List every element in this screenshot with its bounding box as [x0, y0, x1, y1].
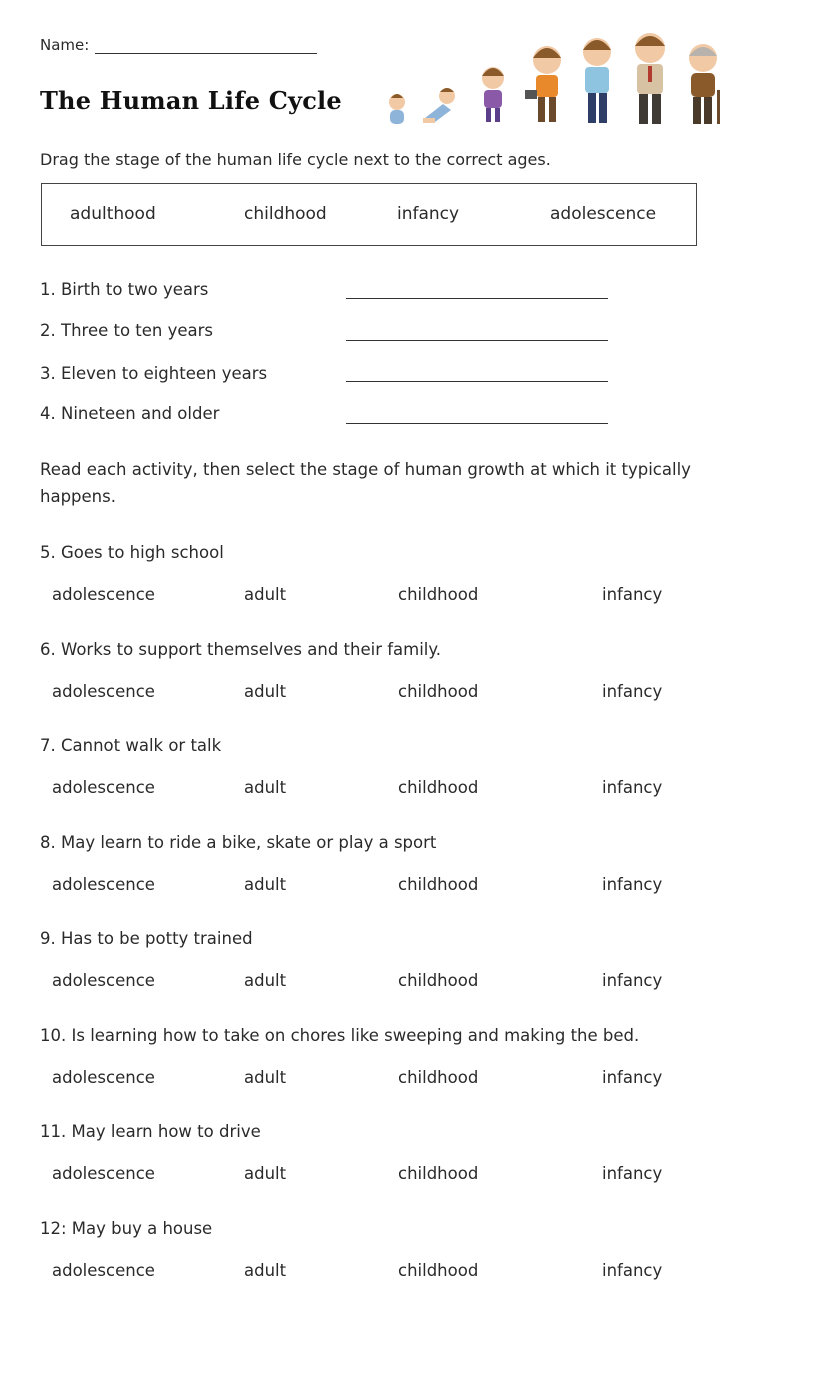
adult-figure-icon: [635, 33, 665, 124]
answer-option-adult[interactable]: adult: [244, 1067, 287, 1087]
answer-option-childhood[interactable]: childhood: [398, 778, 479, 797]
word-bank-item[interactable]: infancy: [397, 204, 460, 224]
answer-option-adolescence[interactable]: adolescence: [52, 874, 155, 894]
answer-option-childhood[interactable]: childhood: [398, 1260, 479, 1280]
match-item-label: 1. Birth to two years: [40, 280, 209, 299]
answer-option-infancy[interactable]: infancy: [602, 681, 663, 701]
name-label: Name:: [40, 36, 90, 54]
answer-option-adolescence[interactable]: adolescence: [52, 585, 155, 604]
answer-drop-line[interactable]: [346, 340, 608, 341]
match-item-label: 2. Three to ten years: [40, 321, 214, 340]
answer-option-infancy[interactable]: infancy: [602, 585, 663, 604]
question-text: 6. Works to support themselves and their family.: [40, 639, 442, 659]
word-bank-item[interactable]: adulthood: [70, 204, 156, 224]
answer-option-adolescence[interactable]: adolescence: [52, 681, 155, 701]
question-text: 10. Is learning how to take on chores like sweeping and making the bed.: [40, 1025, 640, 1045]
answer-option-adult[interactable]: adult: [244, 1164, 287, 1183]
answer-option-infancy[interactable]: infancy: [602, 1260, 663, 1280]
answer-option-adolescence[interactable]: adolescence: [52, 1067, 155, 1087]
answer-option-adolescence[interactable]: adolescence: [52, 1260, 155, 1280]
word-bank: [41, 183, 697, 246]
answer-option-childhood[interactable]: childhood: [398, 874, 479, 894]
answer-option-adolescence[interactable]: adolescence: [52, 971, 155, 990]
answer-option-infancy[interactable]: infancy: [602, 1067, 663, 1087]
answer-option-infancy[interactable]: infancy: [602, 971, 663, 990]
answer-option-infancy[interactable]: infancy: [602, 874, 663, 894]
answer-option-childhood[interactable]: childhood: [398, 971, 479, 990]
section1-instruction: Drag the stage of the human life cycle next to the correct ages.: [40, 150, 551, 169]
answer-option-childhood[interactable]: childhood: [398, 1164, 479, 1183]
child-figure-icon: [482, 67, 504, 122]
worksheet-title: The Human Life Cycle: [40, 86, 342, 115]
word-bank-item[interactable]: childhood: [244, 204, 327, 224]
answer-drop-line[interactable]: [346, 381, 608, 382]
answer-option-childhood[interactable]: childhood: [398, 681, 479, 701]
answer-option-childhood[interactable]: childhood: [398, 1067, 479, 1087]
answer-option-adult[interactable]: adult: [244, 778, 287, 797]
answer-option-adult[interactable]: adult: [244, 1260, 287, 1280]
question-text: 8. May learn to ride a bike, skate or play a sport: [40, 832, 437, 852]
crawling-toddler-icon: [423, 88, 455, 123]
question-text: 11. May learn how to drive: [40, 1122, 261, 1141]
question-text: 12: May buy a house: [40, 1218, 213, 1238]
section2-instruction: Read each activity, then select the stage of human growth at which it typically happens.: [40, 460, 691, 506]
name-blank-line[interactable]: [95, 39, 317, 54]
answer-option-adult[interactable]: adult: [244, 874, 287, 894]
name-field: [40, 36, 317, 54]
answer-option-adolescence[interactable]: adolescence: [52, 1164, 155, 1183]
match-item-label: 3. Eleven to eighteen years: [40, 364, 268, 383]
answer-option-adult[interactable]: adult: [244, 681, 287, 701]
teen-figure-icon: [583, 38, 611, 123]
elderly-figure-icon: [689, 44, 720, 124]
answer-drop-line[interactable]: [346, 298, 608, 299]
answer-option-infancy[interactable]: infancy: [602, 778, 663, 797]
life-stages-figures-illustration: [385, 30, 725, 130]
match-item-label: 4. Nineteen and older: [40, 404, 220, 423]
question-text: 5. Goes to high school: [40, 543, 224, 562]
answer-drop-line[interactable]: [346, 423, 608, 424]
word-bank-item[interactable]: adolescence: [550, 204, 657, 224]
baby-figure-icon: [389, 94, 405, 124]
question-text: 9. Has to be potty trained: [40, 929, 253, 948]
answer-option-infancy[interactable]: infancy: [602, 1164, 663, 1183]
question-text: 7. Cannot walk or talk: [40, 736, 222, 755]
answer-option-adolescence[interactable]: adolescence: [52, 778, 155, 797]
answer-option-childhood[interactable]: childhood: [398, 585, 479, 604]
answer-option-adult[interactable]: adult: [244, 971, 287, 990]
older-child-figure-icon: [525, 46, 561, 122]
answer-option-adult[interactable]: adult: [244, 585, 287, 604]
